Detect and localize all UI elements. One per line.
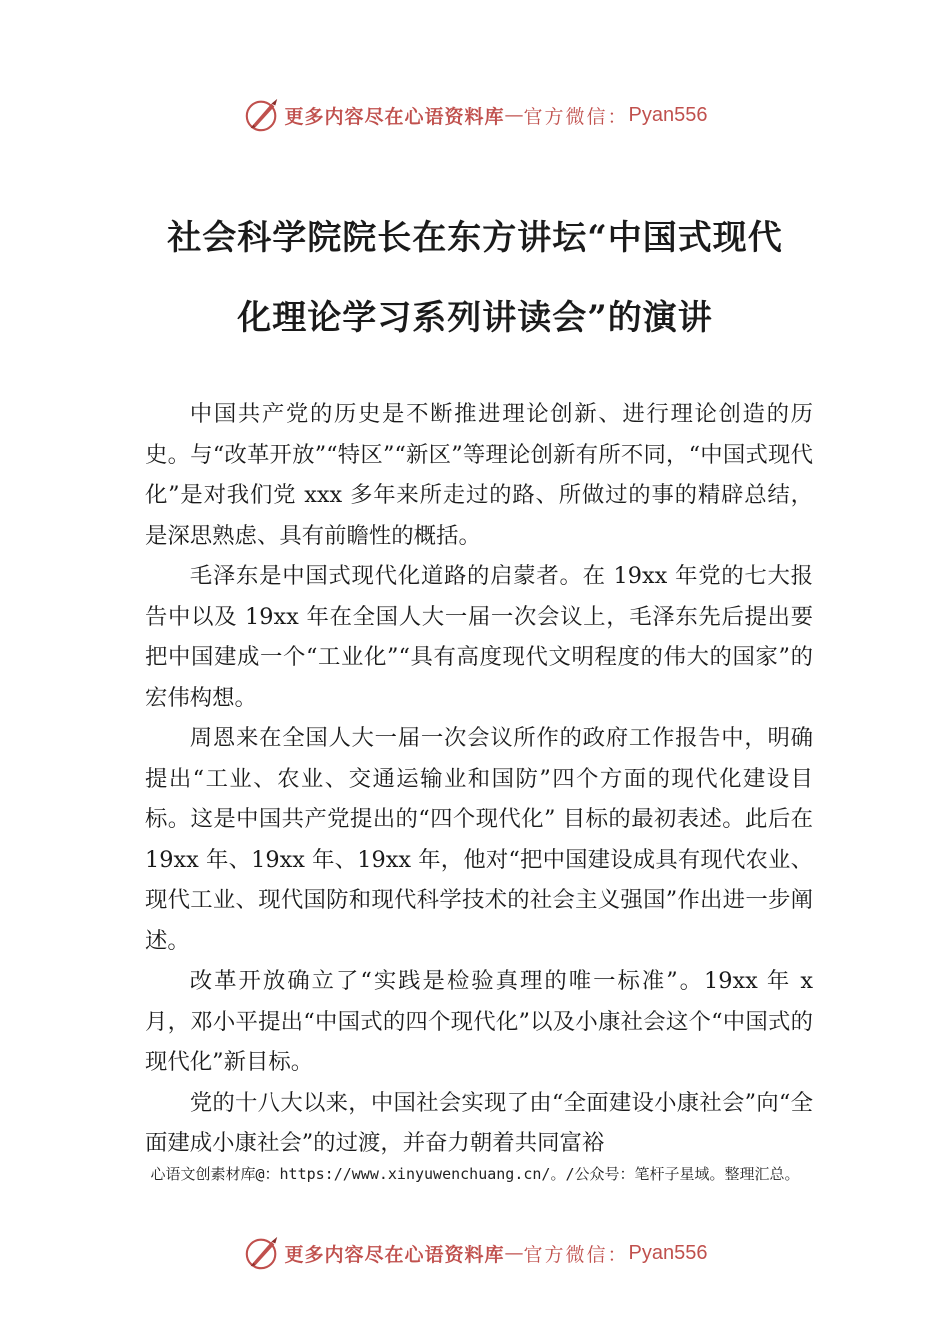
source-footer-note: 心语文创素材库@：https://www.xinyuwenchuang.cn/。/公众号：笔杆子星域。整理汇总。 bbox=[150, 1165, 800, 1183]
quill-pen-logo-icon bbox=[243, 96, 281, 134]
banner-wechat-label: 官方微信： bbox=[523, 105, 629, 128]
banner-text: 更多内容尽在心语资料库 bbox=[284, 105, 505, 128]
paragraph: 中国共产党的历史是不断推进理论创新、进行理论创造的历史。与“改革开放”“特区”“新区”等理论创新有所不同，“中国式现代化”是对我们党 xxx 多年来所走过的路、所做过的事的精辟总结，是深思熟虑、具有前瞻性的概括。 bbox=[145, 401, 813, 549]
banner-text: 更多内容尽在心语资料库 bbox=[284, 1243, 505, 1266]
footer-banner bbox=[0, 1233, 950, 1273]
banner-wechat-id: Pyan556 bbox=[628, 103, 708, 126]
banner-wechat-label: 官方微信： bbox=[523, 1243, 629, 1266]
document-title bbox=[140, 198, 810, 358]
header-banner bbox=[0, 95, 950, 135]
banner-wechat-id: Pyan556 bbox=[628, 1241, 708, 1264]
banner-separator: — bbox=[504, 1242, 524, 1264]
paragraph: 周恩来在全国人大一届一次会议所作的政府工作报告中，明确提出“工业、农业、交通运输业和国防”四个方面的现代化建设目标。这是中国共产党提出的“四个现代化” 目标的最初表述。此后在 19xx 年、19xx 年、19xx 年，他对“把中国建设成具有现代农业、现代工业、现代国防和现代科学技术的社会主义强国”作出进一步阐述。 bbox=[145, 725, 813, 954]
document-body bbox=[145, 394, 813, 1164]
title-line-2: 化理论学习系列讲读会”的演讲 bbox=[237, 298, 713, 338]
paragraph: 改革开放确立了“实践是检验真理的唯一标准”。19xx 年 x 月，邓小平提出“中国式的四个现代化”以及小康社会这个“中国式的现代化”新目标。 bbox=[145, 968, 813, 1075]
title-line-1: 社会科学院院长在东方讲坛“中国式现代 bbox=[167, 218, 783, 258]
paragraph: 毛泽东是中国式现代化道路的启蒙者。在 19xx 年党的七大报告中以及 19xx 年在全国人大一届一次会议上，毛泽东先后提出要把中国建成一个“工业化”“具有高度现代文明程度的伟大的国家”的宏伟构想。 bbox=[145, 563, 813, 711]
quill-pen-logo-icon bbox=[243, 1234, 281, 1272]
paragraph: 党的十八大以来，中国社会实现了由“全面建设小康社会”向“全面建成小康社会”的过渡，并奋力朝着共同富裕 bbox=[145, 1089, 813, 1156]
banner-separator: — bbox=[504, 104, 524, 126]
